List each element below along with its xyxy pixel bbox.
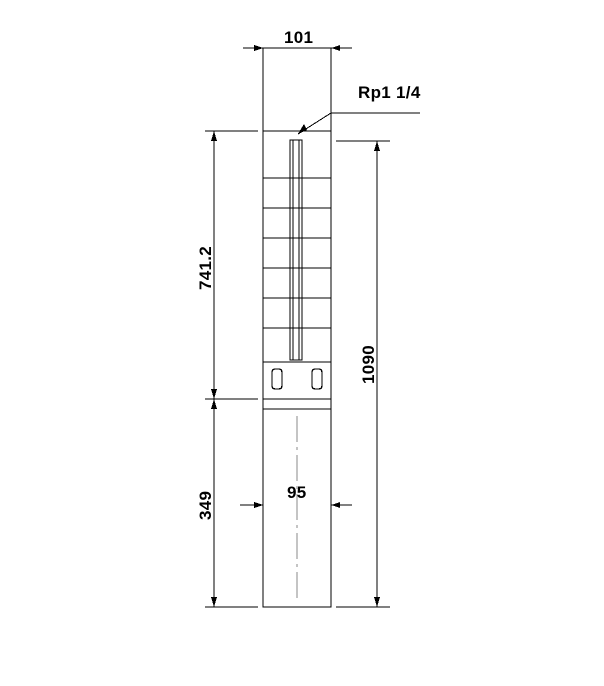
arrow-95-right <box>331 502 340 508</box>
dimension-label-height-total: 1090 <box>359 344 378 384</box>
dimension-label-height-lower: 349 <box>196 490 215 520</box>
upper-body-outline <box>263 131 331 399</box>
arrow-101-left <box>254 45 263 51</box>
arrow-1090-bottom <box>374 597 380 607</box>
suction-port <box>272 369 282 389</box>
dimension-label-width-bottom: 95 <box>287 483 307 502</box>
thread-callout-label: Rp1 1/4 <box>358 83 421 102</box>
dimension-label-height-upper: 741.2 <box>196 245 215 290</box>
dimension-label-width-top: 101 <box>284 28 314 47</box>
leader-arrow-thread <box>298 124 307 134</box>
arrow-349-top <box>211 399 217 409</box>
shaft-channel <box>290 140 302 360</box>
arrow-95-left <box>254 502 263 508</box>
suction-port <box>312 369 322 389</box>
arrow-741-top <box>211 131 217 141</box>
arrow-349-bottom <box>211 597 217 607</box>
arrow-101-right <box>331 45 340 51</box>
arrow-1090-top <box>374 141 380 151</box>
arrow-741-bottom <box>211 389 217 399</box>
